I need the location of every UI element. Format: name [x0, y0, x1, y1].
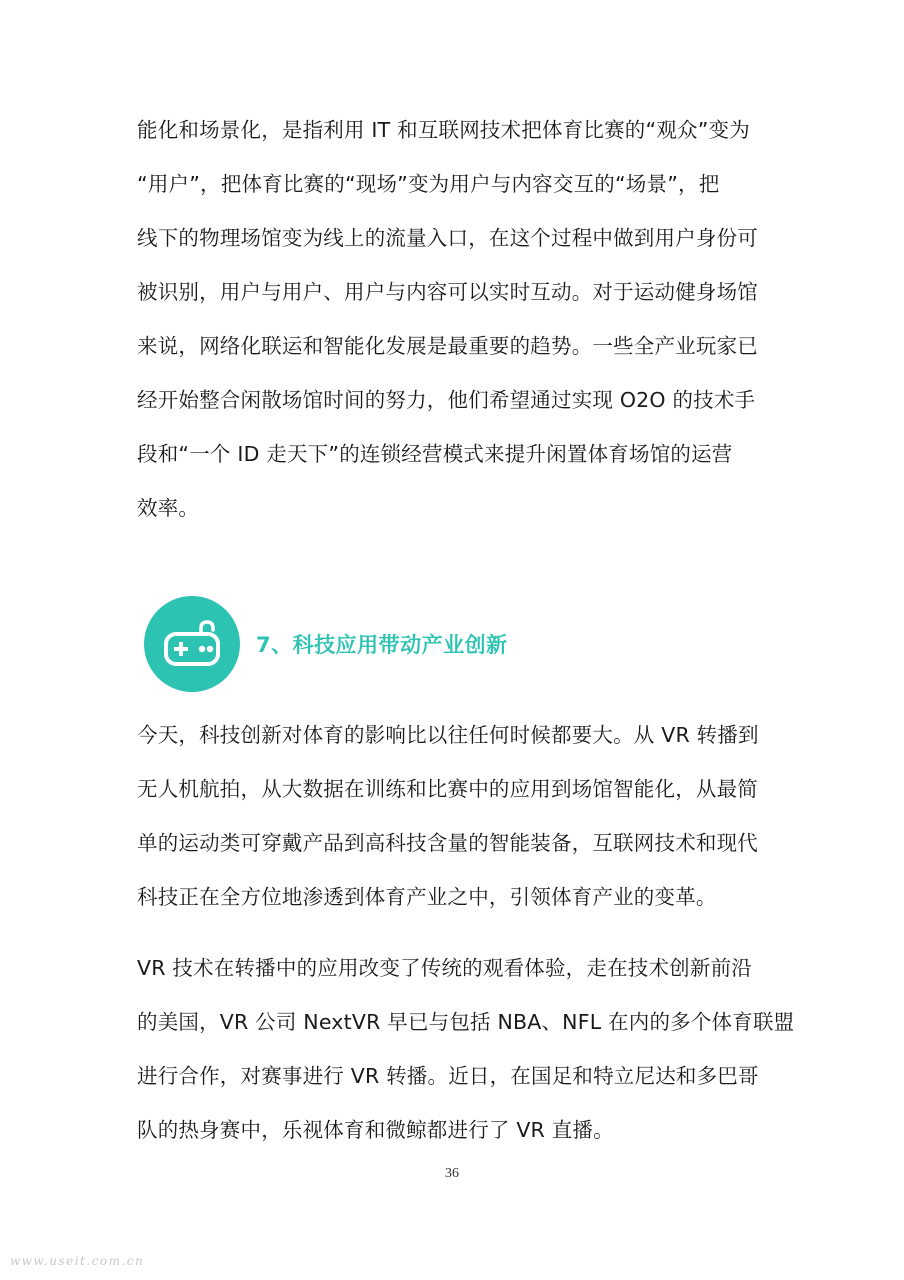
text-line: 无人机航拍，从大数据在训练和比赛中的应用到场馆智能化，从最简	[137, 777, 758, 801]
text-line: 效率。	[137, 496, 200, 520]
text-line: 的美国，VR 公司 NextVR 早已与包括 NBA、NFL 在内的多个体育联盟	[137, 1010, 795, 1034]
text-line: 今天，科技创新对体育的影响比以往任何时候都要大。从 VR 转播到	[137, 723, 759, 747]
text-line: 经开始整合闲散场馆时间的努力，他们希望通过实现 O2O 的技术手	[137, 388, 756, 412]
text-line: 段和“一个 ID 走天下”的连锁经营模式来提升闲置体育场馆的运营	[137, 442, 733, 466]
page-number: 36	[445, 1166, 459, 1181]
text-line: 队的热身赛中，乐视体育和微鲸都进行了 VR 直播。	[137, 1118, 614, 1142]
text-line: 线下的物理场馆变为线上的流量入口，在这个过程中做到用户身份可	[137, 226, 758, 250]
text-line: VR 技术在转播中的应用改变了传统的观看体验，走在技术创新前沿	[137, 956, 752, 980]
watermark: www.useit.com.cn	[10, 1254, 145, 1268]
section-title: 7、科技应用带动产业创新	[256, 633, 508, 657]
text-line: 单的运动类可穿戴产品到高科技含量的智能装备，互联网技术和现代	[137, 831, 758, 855]
section-badge	[144, 596, 240, 692]
text-line: 被识别，用户与用户、用户与内容可以实时互动。对于运动健身场馆	[137, 280, 758, 304]
body-paragraph	[137, 708, 777, 924]
body-paragraph	[137, 103, 777, 535]
text-line: 来说，网络化联运和智能化发展是最重要的趋势。一些全产业玩家已	[137, 334, 758, 358]
text-line: “用户”，把体育比赛的“现场”变为用户与内容交互的“场景”，把	[137, 172, 720, 196]
text-line: 进行合作，对赛事进行 VR 转播。近日，在国足和特立尼达和多巴哥	[137, 1064, 759, 1088]
body-paragraph	[137, 941, 795, 1157]
text-line: 科技正在全方位地渗透到体育产业之中，引领体育产业的变革。	[137, 885, 717, 909]
section-heading	[144, 596, 508, 692]
gamepad-icon	[161, 618, 223, 670]
text-line: 能化和场景化，是指利用 IT 和互联网技术把体育比赛的“观众”变为	[137, 118, 750, 142]
